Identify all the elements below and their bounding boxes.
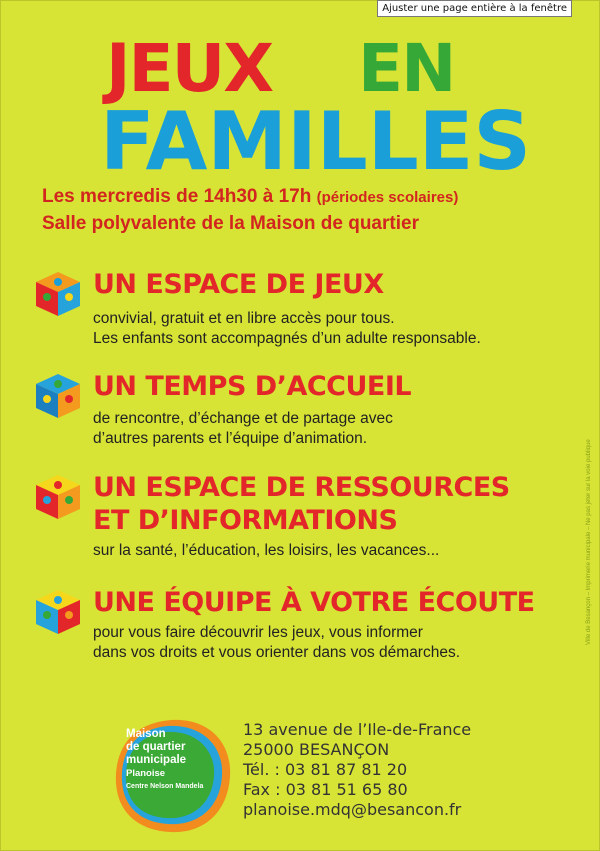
- title-en: EN: [358, 30, 455, 107]
- schedule-days: Les mercredis de 14h30 à 17h: [42, 186, 317, 207]
- section-title: UNE ÉQUIPE À VOTRE ÉCOUTE: [93, 587, 535, 618]
- schedule-note: (périodes scolaires): [316, 189, 459, 206]
- address-email[interactable]: planoise.mdq@besancon.fr: [243, 800, 462, 819]
- section-equipe-ecoute: [34, 588, 564, 668]
- section-text-line: sur la santé, l’éducation, les loisirs, les vacances...: [93, 542, 440, 559]
- tooltip: Ajuster une page entière à la fenêtre: [377, 0, 572, 17]
- section-text-line: convivial, gratuit et en libre accès pour tous.: [93, 310, 395, 327]
- section-temps-accueil: [34, 372, 564, 452]
- section-title: UN ESPACE DE RESSOURCES: [93, 472, 510, 503]
- section-text-line: d’autres parents et l’équipe d’animation.: [93, 430, 368, 447]
- section-text-line: de rencontre, d’échange et de partage avec: [93, 410, 393, 427]
- maison-quartier-logo: [108, 714, 236, 838]
- logo-text: [126, 728, 203, 793]
- logo-line: Planoise: [126, 768, 166, 779]
- address-fax: Fax : 03 81 51 65 80: [243, 780, 408, 799]
- print-note-text: Ville de Besançon – Imprimerie municipale – Ne pas jeter sur la voie publique: [586, 439, 592, 645]
- schedule: [42, 184, 458, 237]
- logo-line: de quartier: [126, 741, 186, 753]
- schedule-line-1: [42, 184, 458, 211]
- title-jeux: JEUX: [106, 30, 273, 107]
- section-espace-ressources: [34, 473, 564, 563]
- vertical-print-note: [586, 345, 598, 645]
- section-text-line: pour vous faire découvrir les jeux, vous informer: [93, 624, 423, 641]
- section-text-line: Les enfants sont accompagnés d’un adulte responsable.: [93, 330, 481, 347]
- puzzle-cube-icon: [34, 473, 82, 521]
- address-city: 25000 BESANÇON: [243, 740, 390, 759]
- section-title: UN ESPACE DE JEUX: [93, 269, 384, 300]
- title-familles: FAMILLES: [100, 95, 531, 188]
- puzzle-cube-icon: [34, 270, 82, 318]
- section-title-line-2: ET D’INFORMATIONS: [93, 505, 398, 536]
- logo-line: Maison: [126, 728, 166, 740]
- logo-line: municipale: [126, 754, 187, 766]
- section-title: UN TEMPS D’ACCUEIL: [93, 371, 412, 402]
- puzzle-cube-icon: [34, 372, 82, 420]
- poster-title: [100, 30, 531, 188]
- address-tel: Tél. : 03 81 87 81 20: [243, 760, 408, 779]
- schedule-line-2: Salle polyvalente de la Maison de quartier: [42, 213, 419, 234]
- address-street: 13 avenue de l’Ile-de-France: [243, 720, 472, 739]
- logo-line: Centre Nelson Mandela: [126, 783, 204, 790]
- puzzle-cube-icon: [34, 588, 82, 636]
- section-text-line: dans vos droits et vous orienter dans vos démarches.: [93, 644, 461, 661]
- contact-address: [243, 720, 471, 820]
- section-espace-jeux: [34, 270, 564, 350]
